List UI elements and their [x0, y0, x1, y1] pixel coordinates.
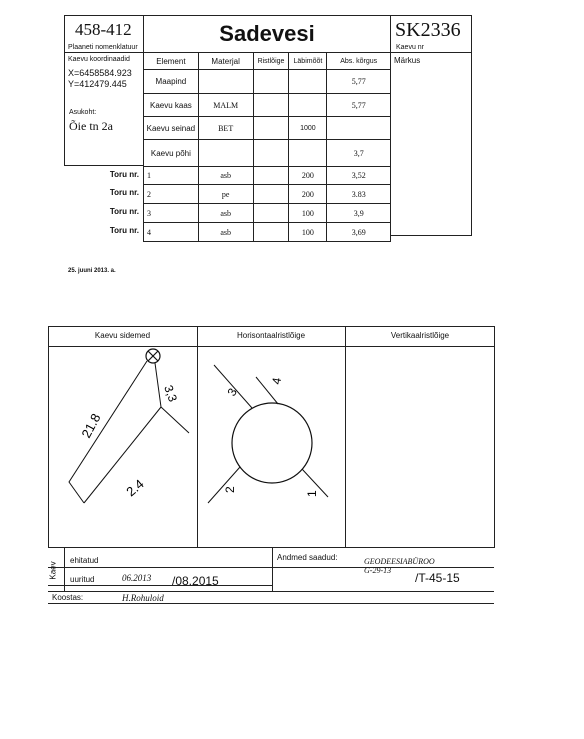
footer-divider: [64, 548, 65, 591]
pipe-line: [214, 365, 252, 408]
element-material: [198, 70, 253, 94]
location-value: Õie tn 2a: [69, 119, 113, 133]
pipe-diameter: 100: [289, 204, 327, 223]
pipe-diameter: 100: [289, 223, 327, 242]
author-label: Koostas:: [52, 593, 84, 602]
measured-date: 06.2013: [122, 573, 152, 583]
horizontal-section-sketch: [198, 347, 345, 547]
header-id-box: [390, 15, 472, 53]
pipe-number: 2: [144, 185, 199, 204]
footer-line: [48, 585, 272, 586]
tie-value: 21.8: [78, 411, 104, 441]
pipe-label: Toru nr.: [109, 226, 139, 235]
col-header-section: Ristlõige: [253, 53, 289, 70]
col-header-element: Element: [144, 53, 199, 70]
pipe-row: [144, 204, 391, 223]
pipe-line: [208, 467, 240, 503]
element-section: [253, 117, 289, 140]
well-id-label: Kaevu nr: [396, 44, 425, 51]
notes-label: Märkus: [394, 56, 421, 65]
date-note: 25. juuni 2013. a.: [68, 268, 116, 274]
element-diameter: 1000: [289, 117, 327, 140]
table-row: [144, 94, 391, 117]
pipe-row: [144, 185, 391, 204]
footer-line: [48, 603, 494, 604]
source-code-extra: /T-45-15: [415, 571, 460, 585]
element-section: [253, 94, 289, 117]
pipe-height: 3,69: [327, 223, 391, 242]
element-section: [253, 140, 289, 167]
source-code: G-29-13: [364, 566, 392, 575]
footer-line: [48, 567, 494, 568]
element-name: Kaevu kaas: [144, 94, 199, 117]
pipe-height: 3.83: [327, 185, 391, 204]
col-header-material: Materjal: [198, 53, 253, 70]
author-name: H.Rohuloid: [122, 593, 164, 603]
pipe-row: [144, 223, 391, 242]
pipe-height: 3,52: [327, 167, 391, 185]
pipe-material: asb: [198, 204, 253, 223]
well-symbol-icon: [146, 349, 160, 363]
table-row: [144, 70, 391, 94]
pipe-number: 1: [144, 167, 199, 185]
col-header-diameter: Läbimõõt: [289, 53, 327, 70]
page-title: Sadevesi: [219, 21, 315, 46]
element-material: [198, 140, 253, 167]
pipe-material: pe: [198, 185, 253, 204]
element-height: [327, 117, 391, 140]
col-header-height: Abs. kõrgus: [327, 53, 391, 70]
coords-box: [64, 52, 144, 166]
well-elements-table: [143, 52, 391, 242]
tie-value: 2.4: [123, 476, 147, 500]
map-sheet-code: 458-412: [75, 20, 132, 39]
well-id: SK2336: [395, 19, 461, 41]
header-title-box: [143, 15, 391, 53]
element-name: Kaevu põhi: [144, 140, 199, 167]
pipe-row: [144, 167, 391, 185]
notes-box: [390, 52, 472, 236]
element-name: Maapind: [144, 70, 199, 94]
pipe-mark: 4: [269, 376, 285, 386]
measured-date-extra: /08.2015: [172, 574, 219, 588]
element-diameter: [289, 94, 327, 117]
element-material: BET: [198, 117, 253, 140]
tie-sketch: [49, 347, 196, 547]
divider-line: [345, 326, 346, 548]
pipe-label: Toru nr.: [109, 188, 139, 197]
element-name: Kaevu seinad: [144, 117, 199, 140]
section-title-ties: Kaevu sidemed: [94, 331, 151, 340]
element-height: 5,77: [327, 70, 391, 94]
pipe-material: asb: [198, 167, 253, 185]
location-label: Asukoht:: [69, 109, 97, 116]
pipe-diameter: 200: [289, 167, 327, 185]
section-title-horizontal: Horisontaalristlõige: [236, 331, 306, 340]
pipe-label: Toru nr.: [109, 170, 139, 179]
pipe-height: 3,9: [327, 204, 391, 223]
section-title-vertical: Vertikaalristlõige: [390, 331, 450, 340]
table-row: [144, 117, 391, 140]
header-code-box: [64, 15, 144, 53]
tie-value: 3,3: [161, 383, 181, 404]
table-row: [144, 140, 391, 167]
footer-line: [48, 591, 494, 592]
pipe-material: asb: [198, 223, 253, 242]
element-section: [253, 70, 289, 94]
built-label: ehitatud: [70, 556, 99, 565]
map-sheet-label: Plaaneti nomenklatuur: [68, 44, 138, 51]
source-org: GEODEESIABÜROO: [364, 557, 435, 566]
element-diameter: [289, 70, 327, 94]
element-diameter: [289, 140, 327, 167]
pipe-number: 4: [144, 223, 199, 242]
well-outline: [232, 403, 312, 483]
element-height: 3,7: [327, 140, 391, 167]
source-label: Andmed saadud:: [277, 553, 338, 562]
kaev-side-label: Kaev: [48, 561, 58, 580]
coord-y: Y=412479.445: [68, 79, 127, 89]
measured-label: uuritud: [70, 575, 95, 584]
pipe-mark: 3: [224, 385, 240, 399]
coord-x: X=6458584.923: [68, 68, 132, 78]
coords-label: Kaevu koordinaadid: [68, 56, 130, 63]
footer-divider: [272, 548, 273, 591]
pipe-number: 3: [144, 204, 199, 223]
pipe-label: Toru nr.: [109, 207, 139, 216]
element-height: 5,77: [327, 94, 391, 117]
element-material: MALM: [198, 94, 253, 117]
pipe-mark: 2: [223, 486, 237, 493]
pipe-mark: 1: [305, 490, 319, 497]
pipe-diameter: 200: [289, 185, 327, 204]
